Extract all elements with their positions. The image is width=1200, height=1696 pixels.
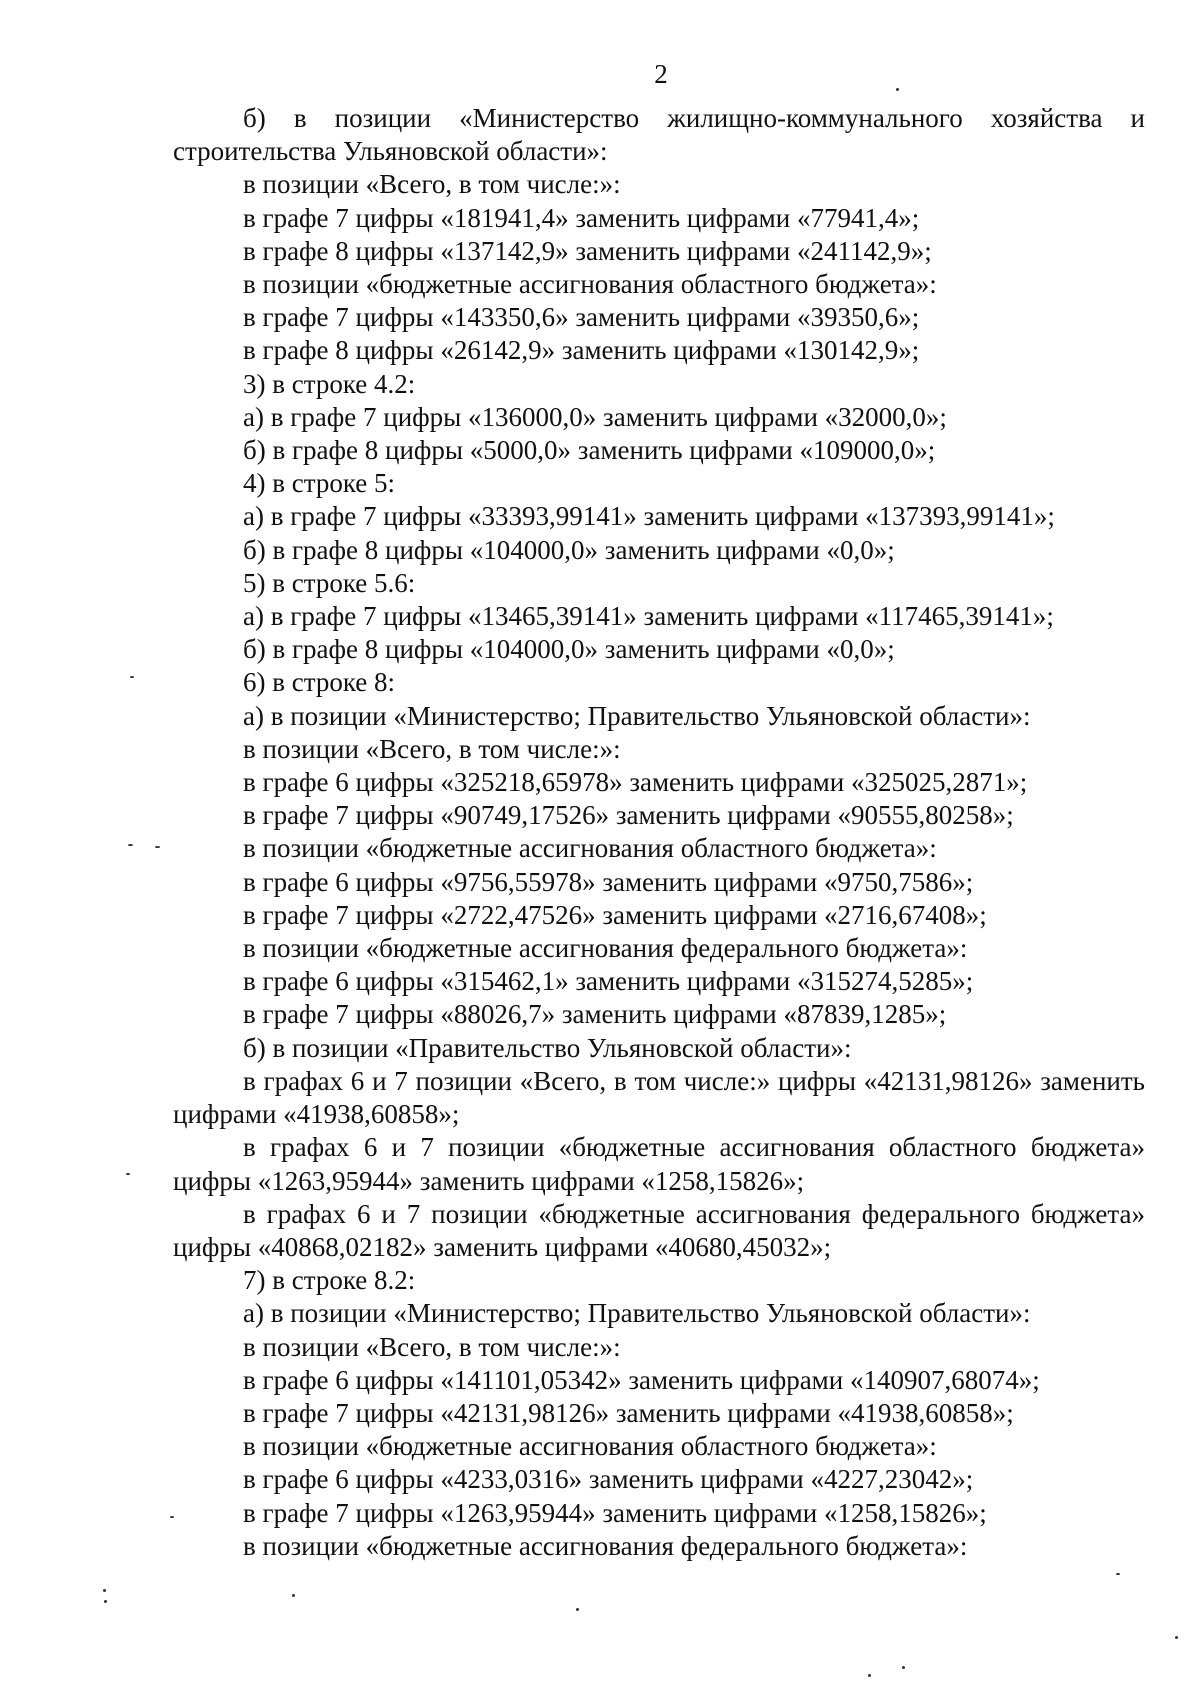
paragraph-line: в графе 6 цифры «141101,05342» заменить цифрами «140907,68074»; bbox=[243, 1364, 1040, 1395]
paragraph-line: в позиции «Всего, в том числе:»: bbox=[243, 169, 621, 200]
scan-speck bbox=[902, 1666, 905, 1669]
paragraph-line: в графе 8 цифры «137142,9» заменить цифрами «241142,9»; bbox=[243, 235, 932, 266]
scan-speck bbox=[868, 1674, 871, 1677]
paragraph-line: в позиции «бюджетные ассигнования федерального бюджета»: bbox=[243, 1530, 968, 1561]
scan-speck bbox=[576, 1608, 579, 1611]
paragraph-line: б) в позиции «Правительство Ульяновской области»: bbox=[243, 1032, 852, 1063]
scan-speck bbox=[155, 846, 160, 848]
scan-speck bbox=[1116, 1573, 1120, 1575]
paragraph-line: в графе 7 цифры «88026,7» заменить цифрами «87839,1285»; bbox=[243, 999, 947, 1030]
paragraph-line: в графе 7 цифры «90749,17526» заменить цифрами «90555,80258»; bbox=[243, 800, 1014, 831]
paragraph-line: 4) в строке 5: bbox=[243, 468, 396, 499]
paragraph-line: б) в графе 8 цифры «5000,0» заменить цифрами «109000,0»; bbox=[243, 435, 936, 466]
paragraph-line: в графе 7 цифры «2722,47526» заменить цифрами «2716,67408»; bbox=[243, 899, 987, 930]
paragraph-line: в графе 8 цифры «26142,9» заменить цифрами «130142,9»; bbox=[243, 335, 920, 366]
scan-speck bbox=[104, 1600, 107, 1603]
paragraph-line: б) в графе 8 цифры «104000,0» заменить цифрами «0,0»; bbox=[243, 534, 895, 565]
paragraph-line: 3) в строке 4.2: bbox=[243, 368, 416, 399]
paragraph-line: в позиции «бюджетные ассигнования областного бюджета»: bbox=[243, 1431, 937, 1462]
scan-speck bbox=[170, 1516, 174, 1518]
paragraph-line: в графе 7 цифры «1263,95944» заменить цифрами «1258,15826»; bbox=[243, 1497, 987, 1528]
paragraph-line: в позиции «бюджетные ассигнования областного бюджета»: bbox=[243, 833, 937, 864]
paragraph-line: б) в позиции «Министерство жилищно-коммунального хозяйства и строительства Ульяновской области»: bbox=[173, 103, 1145, 167]
paragraph-line: а) в графе 7 цифры «136000,0» заменить цифрами «32000,0»; bbox=[243, 401, 947, 432]
paragraph-line: а) в позиции «Министерство; Правительство Ульяновской области»: bbox=[243, 1298, 1031, 1329]
paragraph-line: в графе 7 цифры «143350,6» заменить цифрами «39350,6»; bbox=[243, 302, 920, 333]
paragraph-line: в графе 6 цифры «315462,1» заменить цифрами «315274,5285»; bbox=[243, 966, 974, 997]
paragraph-line: в позиции «бюджетные ассигнования областного бюджета»: bbox=[243, 269, 937, 300]
paragraph-line: б) в графе 8 цифры «104000,0» заменить цифрами «0,0»; bbox=[243, 634, 895, 665]
paragraph-line: 6) в строке 8: bbox=[243, 667, 396, 698]
paragraph-line: в графе 6 цифры «325218,65978» заменить цифрами «325025,2871»; bbox=[243, 767, 1028, 798]
document-body bbox=[173, 102, 1145, 1563]
paragraph-line: в графах 6 и 7 позиции «Всего, в том числе:» цифры «42131,98126» заменить цифрами «41938,60858»; bbox=[173, 1065, 1145, 1130]
paragraph-line: а) в графе 7 цифры «13465,39141» заменить цифрами «117465,39141»; bbox=[243, 601, 1054, 632]
paragraph-line: в позиции «Всего, в том числе:»: bbox=[243, 733, 621, 764]
scan-speck bbox=[896, 88, 899, 91]
page-number: 2 bbox=[654, 59, 668, 89]
scan-speck bbox=[130, 676, 134, 678]
paragraph-line: 5) в строке 5.6: bbox=[243, 567, 416, 598]
scan-speck bbox=[1175, 1636, 1178, 1639]
paragraph-line: а) в графе 7 цифры «33393,99141» заменить цифрами «137393,99141»; bbox=[243, 501, 1055, 532]
scan-speck bbox=[292, 1594, 295, 1597]
paragraph-line: в графах 6 и 7 позиции «бюджетные ассигнования федерального бюджета» цифры «40868,02182» заменить цифрами «40680,45032»; bbox=[173, 1198, 1145, 1262]
paragraph-line: в графах 6 и 7 позиции «бюджетные ассигнования областного бюджета» цифры «1263,95944» заменить цифрами «1258,15826»; bbox=[173, 1132, 1145, 1196]
paragraph-line: 7) в строке 8.2: bbox=[243, 1265, 416, 1296]
paragraph-line: в графе 7 цифры «181941,4» заменить цифрами «77941,4»; bbox=[243, 202, 920, 233]
scan-speck bbox=[128, 844, 133, 846]
paragraph-line: в графе 6 цифры «4233,0316» заменить цифрами «4227,23042»; bbox=[243, 1464, 974, 1495]
paragraph-line: в позиции «Всего, в том числе:»: bbox=[243, 1331, 621, 1362]
paragraph-line: в графе 7 цифры «42131,98126» заменить цифрами «41938,60858»; bbox=[243, 1397, 1014, 1428]
scan-speck bbox=[126, 1173, 130, 1175]
paragraph-line: в позиции «бюджетные ассигнования федерального бюджета»: bbox=[243, 933, 968, 964]
paragraph-line: а) в позиции «Министерство; Правительство Ульяновской области»: bbox=[243, 700, 1031, 731]
paragraph-line: в графе 6 цифры «9756,55978» заменить цифрами «9750,7586»; bbox=[243, 866, 974, 897]
scan-speck bbox=[103, 1589, 106, 1592]
